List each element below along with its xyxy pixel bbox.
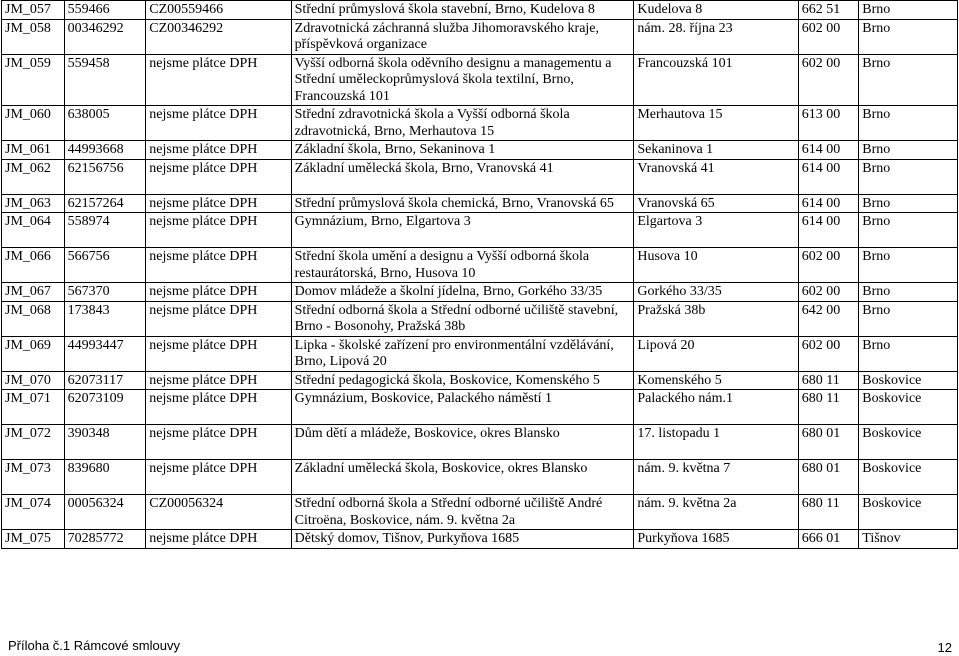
cell-dic: nejsme plátce DPH xyxy=(146,194,291,213)
cell-zip: 680 01 xyxy=(798,460,858,495)
cell-id: JM_069 xyxy=(2,336,65,371)
cell-zip: 680 11 xyxy=(798,371,858,390)
table-row xyxy=(2,194,958,213)
cell-dic: nejsme plátce DPH xyxy=(146,54,291,106)
cell-name: Gymnázium, Brno, Elgartova 3 xyxy=(291,213,634,248)
cell-zip: 613 00 xyxy=(798,106,858,141)
cell-street: Vranovská 65 xyxy=(634,194,798,213)
cell-city: Boskovice xyxy=(859,390,958,425)
table-row xyxy=(2,159,958,194)
cell-id: JM_064 xyxy=(2,213,65,248)
cell-zip: 642 00 xyxy=(798,301,858,336)
cell-zip: 602 00 xyxy=(798,54,858,106)
cell-dic: nejsme plátce DPH xyxy=(146,213,291,248)
cell-name: Základní umělecká škola, Brno, Vranovská 41 xyxy=(291,159,634,194)
cell-ico: 558974 xyxy=(64,213,146,248)
cell-city: Brno xyxy=(859,54,958,106)
table-row xyxy=(2,425,958,460)
cell-id: JM_059 xyxy=(2,54,65,106)
cell-name: Střední zdravotnická škola a Vyšší odborná škola zdravotnická, Brno, Merhautova 15 xyxy=(291,106,634,141)
table-row xyxy=(2,336,958,371)
cell-zip: 602 00 xyxy=(798,336,858,371)
cell-ico: 00056324 xyxy=(64,495,146,530)
footer-caption: Příloha č.1 Rámcové smlouvy xyxy=(8,638,180,653)
cell-zip: 602 00 xyxy=(798,248,858,283)
cell-ico: 567370 xyxy=(64,283,146,302)
cell-dic: nejsme plátce DPH xyxy=(146,530,291,549)
cell-street: Komenského 5 xyxy=(634,371,798,390)
cell-dic: nejsme plátce DPH xyxy=(146,425,291,460)
cell-zip: 680 11 xyxy=(798,495,858,530)
cell-dic: CZ00056324 xyxy=(146,495,291,530)
cell-id: JM_067 xyxy=(2,283,65,302)
table-row xyxy=(2,371,958,390)
cell-name: Střední průmyslová škola chemická, Brno, Vranovská 65 xyxy=(291,194,634,213)
cell-dic: nejsme plátce DPH xyxy=(146,301,291,336)
cell-name: Základní umělecká škola, Boskovice, okres Blansko xyxy=(291,460,634,495)
cell-name: Dům dětí a mládeže, Boskovice, okres Blansko xyxy=(291,425,634,460)
cell-city: Boskovice xyxy=(859,495,958,530)
cell-city: Brno xyxy=(859,301,958,336)
cell-id: JM_057 xyxy=(2,1,65,20)
table-row xyxy=(2,495,958,530)
cell-dic: nejsme plátce DPH xyxy=(146,390,291,425)
cell-zip: 680 11 xyxy=(798,390,858,425)
cell-name: Střední průmyslová škola stavební, Brno, Kudelova 8 xyxy=(291,1,634,20)
cell-street: Sekaninova 1 xyxy=(634,141,798,160)
cell-city: Brno xyxy=(859,248,958,283)
register-table xyxy=(1,0,958,549)
cell-ico: 00346292 xyxy=(64,19,146,54)
cell-street: Elgartova 3 xyxy=(634,213,798,248)
cell-dic: nejsme plátce DPH xyxy=(146,141,291,160)
cell-dic: nejsme plátce DPH xyxy=(146,371,291,390)
table-row xyxy=(2,390,958,425)
cell-name: Lipka - školské zařízení pro environmentální vzdělávání, Brno, Lipová 20 xyxy=(291,336,634,371)
table-row xyxy=(2,141,958,160)
cell-zip: 662 51 xyxy=(798,1,858,20)
cell-dic: CZ00559466 xyxy=(146,1,291,20)
cell-dic: nejsme plátce DPH xyxy=(146,336,291,371)
cell-id: JM_060 xyxy=(2,106,65,141)
cell-ico: 62073117 xyxy=(64,371,146,390)
cell-city: Brno xyxy=(859,283,958,302)
cell-ico: 638005 xyxy=(64,106,146,141)
cell-id: JM_066 xyxy=(2,248,65,283)
cell-ico: 173843 xyxy=(64,301,146,336)
cell-id: JM_063 xyxy=(2,194,65,213)
cell-id: JM_070 xyxy=(2,371,65,390)
cell-street: Lipová 20 xyxy=(634,336,798,371)
page-number: 12 xyxy=(937,640,952,655)
table-row xyxy=(2,213,958,248)
cell-zip: 614 00 xyxy=(798,141,858,160)
cell-name: Dětský domov, Tišnov, Purkyňova 1685 xyxy=(291,530,634,549)
cell-id: JM_071 xyxy=(2,390,65,425)
cell-name: Domov mládeže a školní jídelna, Brno, Gorkého 33/35 xyxy=(291,283,634,302)
cell-id: JM_073 xyxy=(2,460,65,495)
cell-street: Purkyňova 1685 xyxy=(634,530,798,549)
cell-name: Střední škola umění a designu a Vyšší odborná škola restaurátorská, Brno, Husova 10 xyxy=(291,248,634,283)
cell-zip: 614 00 xyxy=(798,213,858,248)
cell-street: Palackého nám.1 xyxy=(634,390,798,425)
cell-name: Střední odborná škola a Střední odborné učiliště stavební, Brno - Bosonohy, Pražská 38b xyxy=(291,301,634,336)
cell-zip: 614 00 xyxy=(798,194,858,213)
cell-dic: nejsme plátce DPH xyxy=(146,460,291,495)
cell-city: Boskovice xyxy=(859,425,958,460)
cell-street: Vranovská 41 xyxy=(634,159,798,194)
cell-zip: 666 01 xyxy=(798,530,858,549)
cell-city: Brno xyxy=(859,141,958,160)
cell-dic: CZ00346292 xyxy=(146,19,291,54)
table-row xyxy=(2,530,958,549)
cell-street: 17. listopadu 1 xyxy=(634,425,798,460)
cell-city: Brno xyxy=(859,1,958,20)
cell-name: Střední pedagogická škola, Boskovice, Komenského 5 xyxy=(291,371,634,390)
cell-ico: 62073109 xyxy=(64,390,146,425)
table-row xyxy=(2,19,958,54)
cell-ico: 559458 xyxy=(64,54,146,106)
cell-street: Francouzská 101 xyxy=(634,54,798,106)
cell-street: Husova 10 xyxy=(634,248,798,283)
cell-city: Boskovice xyxy=(859,460,958,495)
cell-street: nám. 9. května 7 xyxy=(634,460,798,495)
cell-city: Tišnov xyxy=(859,530,958,549)
cell-id: JM_074 xyxy=(2,495,65,530)
cell-ico: 44993447 xyxy=(64,336,146,371)
cell-dic: nejsme plátce DPH xyxy=(146,283,291,302)
table-row xyxy=(2,54,958,106)
cell-street: Pražská 38b xyxy=(634,301,798,336)
cell-street: nám. 9. května 2a xyxy=(634,495,798,530)
cell-ico: 566756 xyxy=(64,248,146,283)
cell-ico: 62157264 xyxy=(64,194,146,213)
cell-street: nám. 28. října 23 xyxy=(634,19,798,54)
table-row xyxy=(2,301,958,336)
cell-name: Zdravotnická záchranná služba Jihomoravského kraje, příspěvková organizace xyxy=(291,19,634,54)
cell-city: Brno xyxy=(859,19,958,54)
cell-dic: nejsme plátce DPH xyxy=(146,248,291,283)
cell-id: JM_061 xyxy=(2,141,65,160)
cell-city: Boskovice xyxy=(859,371,958,390)
table-row xyxy=(2,460,958,495)
cell-id: JM_072 xyxy=(2,425,65,460)
cell-zip: 602 00 xyxy=(798,283,858,302)
cell-ico: 390348 xyxy=(64,425,146,460)
cell-id: JM_062 xyxy=(2,159,65,194)
cell-street: Gorkého 33/35 xyxy=(634,283,798,302)
table-row xyxy=(2,283,958,302)
table-row xyxy=(2,248,958,283)
cell-zip: 680 01 xyxy=(798,425,858,460)
cell-city: Brno xyxy=(859,194,958,213)
cell-name: Základní škola, Brno, Sekaninova 1 xyxy=(291,141,634,160)
cell-ico: 44993668 xyxy=(64,141,146,160)
cell-street: Kudelova 8 xyxy=(634,1,798,20)
cell-id: JM_058 xyxy=(2,19,65,54)
cell-name: Střední odborná škola a Střední odborné učiliště André Citroëna, Boskovice, nám. 9. května 2a xyxy=(291,495,634,530)
cell-name: Gymnázium, Boskovice, Palackého náměstí 1 xyxy=(291,390,634,425)
cell-ico: 839680 xyxy=(64,460,146,495)
cell-street: Merhautova 15 xyxy=(634,106,798,141)
cell-dic: nejsme plátce DPH xyxy=(146,106,291,141)
cell-zip: 614 00 xyxy=(798,159,858,194)
cell-ico: 70285772 xyxy=(64,530,146,549)
cell-city: Brno xyxy=(859,336,958,371)
cell-id: JM_075 xyxy=(2,530,65,549)
cell-zip: 602 00 xyxy=(798,19,858,54)
cell-city: Brno xyxy=(859,106,958,141)
cell-ico: 559466 xyxy=(64,1,146,20)
cell-ico: 62156756 xyxy=(64,159,146,194)
cell-id: JM_068 xyxy=(2,301,65,336)
table-row xyxy=(2,1,958,20)
cell-city: Brno xyxy=(859,159,958,194)
table-row xyxy=(2,106,958,141)
cell-city: Brno xyxy=(859,213,958,248)
cell-dic: nejsme plátce DPH xyxy=(146,159,291,194)
cell-name: Vyšší odborná škola oděvního designu a managementu a Střední uměleckoprůmyslová škola textilní, Brno, Francouzská 101 xyxy=(291,54,634,106)
